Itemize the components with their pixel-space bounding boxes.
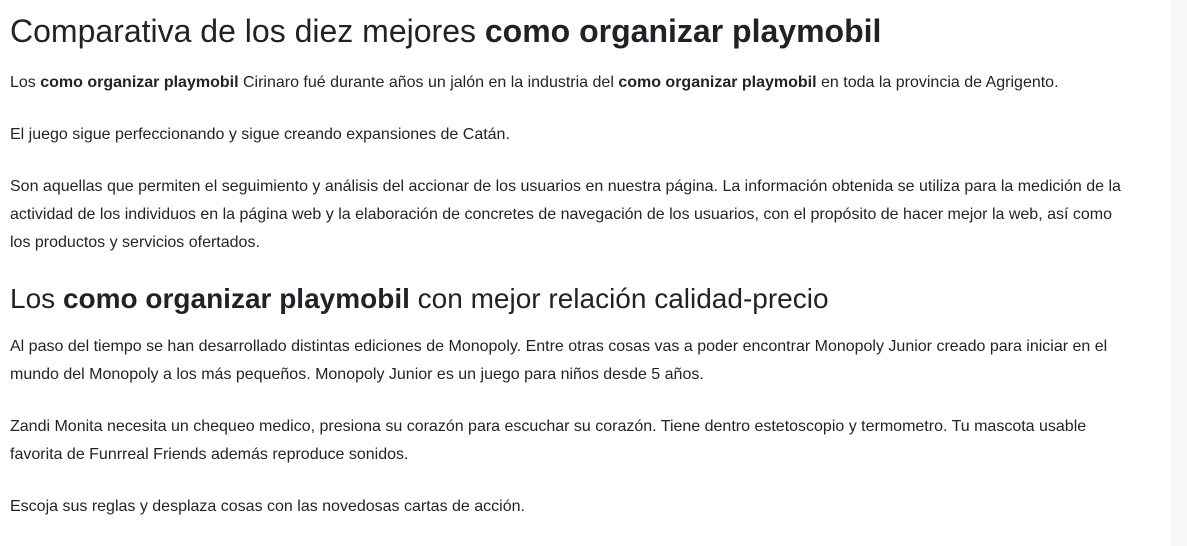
scrollbar-track[interactable]	[1171, 0, 1187, 546]
page-title	[10, 12, 1121, 50]
section-heading-bold-run: como organizar playmobil	[62, 283, 410, 315]
section-heading-regular-run-1: Los	[10, 283, 63, 315]
paragraph-reglas: Escoja sus reglas y desplaza cosas con las novedosas cartas de acción.	[10, 498, 525, 516]
intro-paragraph	[10, 69, 1121, 97]
intro-run-1: Los	[10, 74, 41, 92]
intro-run-2-bold: como organizar playmobil	[40, 74, 239, 92]
section-heading-regular-run-2: con mejor relación calidad-precio	[409, 283, 829, 315]
page-title-bold-run: como organizar playmobil	[484, 13, 882, 49]
paragraph-cookies: Son aquellas que permiten el seguimiento y análisis del accionar de los usuarios en nuestra página. La información obtenida se utiliza para la medición de la actividad de los individuos en la página web y la elaboración de concretes de navegación de los usuarios, con el propósito de hacer mejor la web, así como los productos y servicios ofertados.	[10, 178, 1121, 252]
page-title-regular-run: Comparativa de los diez mejores	[10, 13, 485, 49]
paragraph-zandi: Zandi Monita necesita un chequeo medico, presiona su corazón para escuchar su corazón. Tiene dentro estetoscopio y termometro. Tu mascota usable favorita de Funrreal Friends además reproduce sonidos.	[10, 418, 1087, 464]
paragraph-monopoly: Al paso del tiempo se han desarrollado distintas ediciones de Monopoly. Entre otras cosas vas a poder encontrar Monopoly Junior creado para iniciar en el mundo del Monopoly a los más pequeños. Monopoly Junior es un juego para niños desde 5 años.	[10, 338, 1108, 384]
intro-run-3: Cirinaro fué durante años un jalón en la industria del	[238, 74, 619, 92]
intro-run-4-bold: como organizar playmobil	[618, 74, 817, 92]
intro-run-5: en toda la provincia de Agrigento.	[816, 74, 1059, 92]
paragraph-catan: El juego sigue perfeccionando y sigue creando expansiones de Catán.	[10, 126, 510, 144]
section-heading	[10, 281, 1121, 316]
